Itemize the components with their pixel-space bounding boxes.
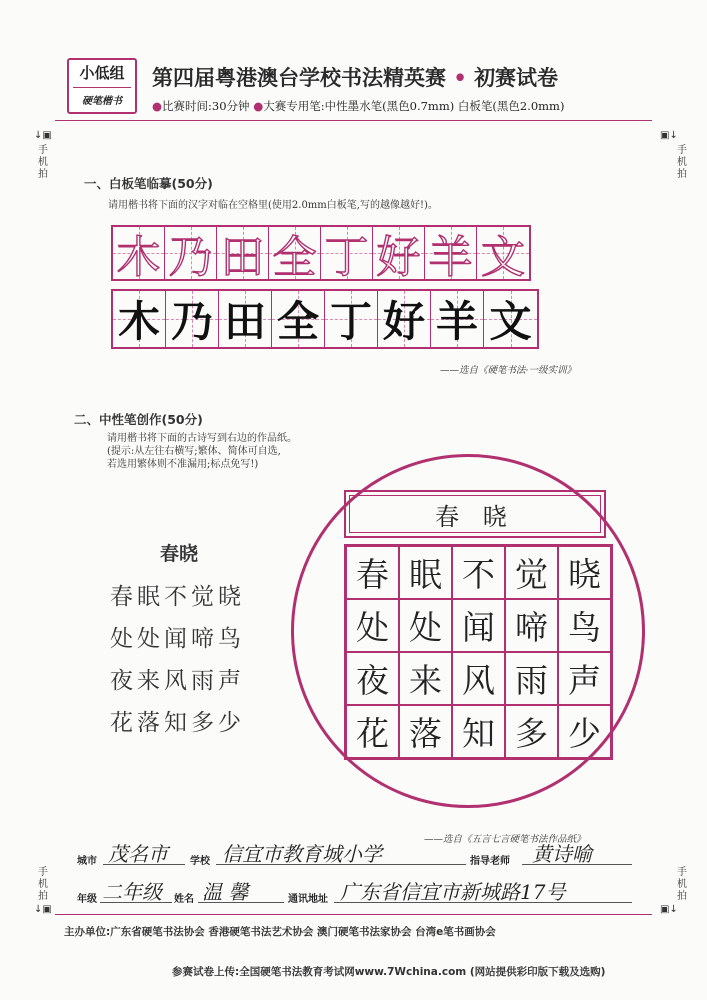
- footer-note: 参赛试卷上传:全国硬笔书法教育考试网www.7Wchina.com (网站提供彩印版下载及选购): [172, 966, 606, 978]
- exam-title-main: 第四届粤港澳台学校书法精英赛: [152, 65, 446, 90]
- work-char-cell: 眠: [399, 546, 452, 599]
- side-label-right-bottom: 手 机 拍: [677, 867, 687, 902]
- model-char-cell: 好: [373, 227, 425, 279]
- copy-char-cell: 羊: [431, 291, 484, 347]
- work-char-cell: 不: [452, 546, 505, 599]
- badge-group-label: 小低组: [79, 64, 125, 82]
- title-dot: •: [453, 65, 467, 90]
- address-value[interactable]: 广东省信宜市新城路17号: [340, 880, 566, 904]
- city-value[interactable]: 茂名市: [108, 842, 168, 866]
- camera-icon: ▣↓: [660, 130, 678, 141]
- side-label-left-bottom: 手 机 拍: [38, 867, 48, 902]
- model-char-cell: 全: [269, 227, 321, 279]
- work-char-cell: 觉: [505, 546, 558, 599]
- school-value[interactable]: 信宜市教育城小学: [222, 842, 382, 866]
- work-title: 春 晓: [349, 495, 601, 533]
- model-char-cell: 乃: [165, 227, 217, 279]
- model-char-cell: 文: [477, 227, 529, 279]
- model-char-cell: 丁: [321, 227, 373, 279]
- copy-char-cell: 木: [113, 291, 166, 347]
- work-char-cell: 风: [452, 652, 505, 705]
- form-rule: [55, 914, 652, 915]
- bullet-icon: ●: [152, 99, 163, 113]
- city-underline: [103, 864, 185, 865]
- teacher-label: 指导老师: [470, 856, 510, 867]
- grade-underline: [100, 902, 172, 903]
- work-char-cell: 夜: [346, 652, 399, 705]
- model-char-cell: 田: [217, 227, 269, 279]
- model-char-cell: 羊: [425, 227, 477, 279]
- city-label: 城市: [77, 856, 97, 867]
- poem-title: 春晓: [160, 543, 199, 565]
- work-char-cell: 处: [346, 599, 399, 652]
- copy-char-cell: 丁: [325, 291, 378, 347]
- school-underline: [216, 864, 466, 865]
- work-char-cell: 多: [505, 705, 558, 758]
- name-label: 姓名: [174, 894, 194, 905]
- camera-icon: ↓▣: [34, 904, 52, 915]
- work-title-box: [344, 490, 606, 538]
- work-char-cell: 花: [346, 705, 399, 758]
- copy-char-cell: 乃: [166, 291, 219, 347]
- work-char-cell: 晓: [558, 546, 611, 599]
- work-char-cell: 来: [399, 652, 452, 705]
- work-char-cell: 落: [399, 705, 452, 758]
- camera-icon: ▣↓: [660, 904, 678, 915]
- badge-category-label: 硬笔楷书: [82, 96, 122, 107]
- section2-heading: 二、中性笔创作(50分): [74, 412, 203, 427]
- work-char-cell: 知: [452, 705, 505, 758]
- poem-line: 处处闻啼鸟: [110, 626, 245, 652]
- address-label: 通讯地址: [288, 894, 328, 905]
- section1-instruction: 请用楷书将下面的汉字对临在空格里(使用2.0mm白板笔,写的越像越好!)。: [108, 200, 438, 211]
- teacher-underline: [522, 864, 632, 865]
- section2-source: ——选自《五言七言硬笔书法作品纸》: [424, 834, 586, 845]
- side-label-right-top: 手 机 拍: [677, 145, 687, 180]
- grade-value[interactable]: 二年级: [102, 880, 162, 904]
- side-label-left-top: 手 机 拍: [38, 145, 48, 180]
- exam-time: 比赛时间:30分钟: [162, 99, 250, 113]
- copy-char-cell: 全: [272, 291, 325, 347]
- work-char-cell: 啼: [505, 599, 558, 652]
- address-underline: [334, 902, 632, 903]
- work-char-cell: 闻: [452, 599, 505, 652]
- badge-divider: [73, 87, 131, 88]
- exam-title-tail: 初赛试卷: [474, 65, 559, 90]
- exam-title: [152, 62, 558, 92]
- name-underline: [198, 902, 284, 903]
- poem-line: 春眠不觉晓: [110, 584, 245, 610]
- sponsors: 主办单位:广东省硬笔书法协会 香港硬笔书法艺术协会 澳门硬笔书法家协会 台湾e笔书画协会: [64, 926, 496, 938]
- bullet-icon: ●: [253, 99, 264, 113]
- work-char-cell: 少: [558, 705, 611, 758]
- header-rule: [55, 120, 652, 121]
- work-char-grid: [344, 544, 613, 760]
- grade-label: 年级: [77, 894, 97, 905]
- exam-pens: 大赛专用笔:中性墨水笔(黑色0.7mm) 白板笔(黑色2.0mm): [263, 99, 565, 113]
- copy-char-grid: [111, 289, 539, 349]
- model-char-grid: [111, 225, 531, 281]
- section1-source: ——选自《硬笔书法·一级实训》: [440, 365, 577, 376]
- exam-subtitle: [152, 98, 564, 114]
- camera-icon: ↓▣: [34, 130, 52, 141]
- group-badge: [67, 58, 137, 114]
- school-label: 学校: [190, 856, 210, 867]
- work-char-cell: 春: [346, 546, 399, 599]
- section2-instruction: 请用楷书将下面的古诗写到右边的作品纸。 (提示:从左往右横写;繁体、简体可自选, 若选用繁体则不准漏用;标点免写!): [107, 433, 297, 470]
- name-value[interactable]: 温 馨: [202, 880, 249, 904]
- work-char-cell: 处: [399, 599, 452, 652]
- teacher-value[interactable]: 黄诗喻: [532, 842, 592, 866]
- copy-char-cell: 田: [219, 291, 272, 347]
- model-char-cell: 木: [113, 227, 165, 279]
- work-char-cell: 声: [558, 652, 611, 705]
- poem-line: 花落知多少: [110, 710, 245, 736]
- work-char-cell: 鸟: [558, 599, 611, 652]
- copy-char-cell: 文: [484, 291, 537, 347]
- work-char-cell: 雨: [505, 652, 558, 705]
- section1-heading: 一、白板笔临摹(50分): [84, 176, 213, 191]
- poem-line: 夜来风雨声: [110, 668, 245, 694]
- copy-char-cell: 好: [378, 291, 431, 347]
